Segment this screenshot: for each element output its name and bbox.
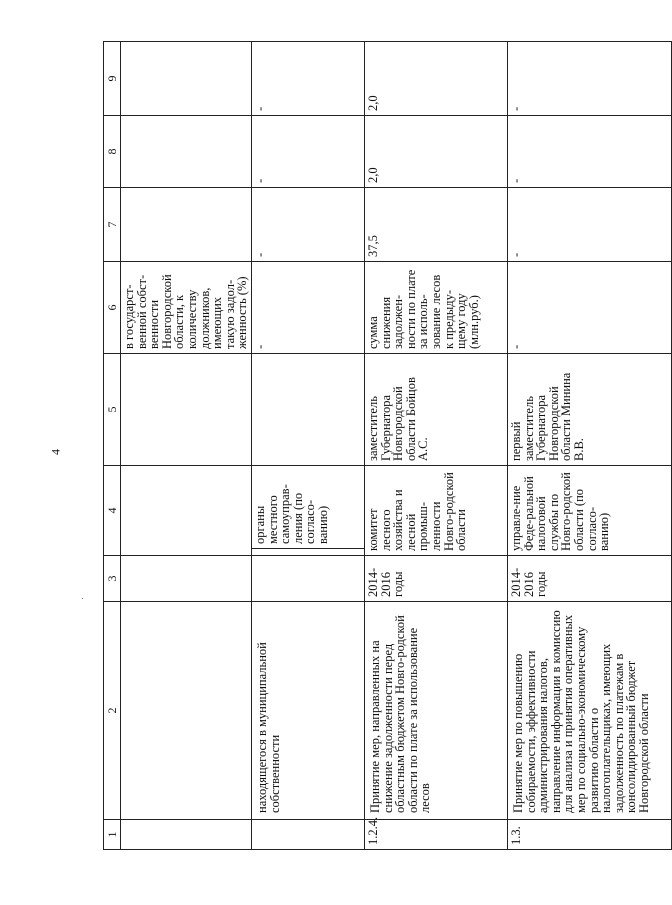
responsible-cell (121, 354, 252, 466)
header-cell: 1 (104, 820, 121, 850)
measure-cell: находящегося в муниципальной собственности (251, 602, 364, 820)
row-number-cell (121, 820, 252, 850)
rotated-table-wrapper (103, 42, 651, 850)
value-cell: 2,0 (364, 116, 507, 188)
executor-text: органы местного самоуправ-ления (по согласо-ванию) (252, 466, 364, 549)
value-cell: - (507, 188, 671, 262)
header-cell: 6 (104, 262, 121, 354)
table-row (121, 42, 252, 850)
value-cell: - (251, 42, 364, 116)
indicator-cell: сумма снижения задолжен-ности по плате за исполь-зование лесов к предыду-щему году (млн.руб.) (364, 262, 507, 354)
plan-table (103, 41, 672, 850)
responsible-cell (251, 354, 364, 466)
period-cell: 2014-2016 годы (507, 556, 671, 602)
header-cell: 3 (104, 556, 121, 602)
header-cell: 5 (104, 354, 121, 466)
header-cell: 7 (104, 188, 121, 262)
value-cell: - (251, 116, 364, 188)
header-row (104, 42, 121, 850)
header-cell: 8 (104, 116, 121, 188)
indicator-cell: в государст-венной собст-венности Новгородской области, к количеству должников, имеющих такую задол-женность (%) (121, 262, 252, 354)
value-cell (121, 188, 252, 262)
value-cell: 2,0 (364, 42, 507, 116)
header-cell: 9 (104, 42, 121, 116)
measure-cell: Принятие мер, направленных на снижение задолженности перед областным бюджетом Новго-родской области по плате за использование лесов (364, 602, 507, 820)
indicator-cell: - (251, 262, 364, 354)
header-cell: 2 (104, 602, 121, 820)
value-cell (121, 42, 252, 116)
period-cell (121, 556, 252, 602)
header-cell: 4 (104, 466, 121, 556)
period-cell (251, 556, 364, 602)
page-number: 4 (48, 449, 63, 455)
executor-cell: комитет лесного хозяйства и лесной промыш-ленности Новго-родской области (364, 466, 507, 556)
row-number-cell (251, 820, 364, 850)
row-number-cell: 1.3. (507, 820, 671, 850)
indicator-cell: - (507, 262, 671, 354)
measure-cell: Принятие мер по повышению собираемости, эффективности администрирования налогов, направление информации в комиссию для анализа и принятия оперативных мер по социально-экономическому развитию области о налогоплательщиках, имеющих задолженность по платежам в консолидированный бюджет Новгородской области (507, 602, 671, 820)
table-row (364, 42, 507, 850)
value-cell: 37,5 (364, 188, 507, 262)
table-row (507, 42, 671, 850)
value-cell: - (507, 42, 671, 116)
row-number-cell: 1.2.4. (364, 820, 507, 850)
responsible-cell: заместитель Губернатора Новгородской области Бойцов А.С. (364, 354, 507, 466)
responsible-cell: первый заместитель Губернатора Новгородской области Минина В.В. (507, 354, 671, 466)
executor-cell (121, 466, 252, 556)
table-row (251, 42, 364, 850)
period-cell: 2014-2016 годы (364, 556, 507, 602)
measure-cell (121, 602, 252, 820)
scan-speck (82, 598, 83, 599)
executor-cell: управле-ние Феде-ральной налоговой службы по Новго-родской области (по согласо-ванию) (507, 466, 671, 556)
value-cell (121, 116, 252, 188)
value-cell: - (507, 116, 671, 188)
executor-cell (251, 466, 364, 556)
value-cell: - (251, 188, 364, 262)
